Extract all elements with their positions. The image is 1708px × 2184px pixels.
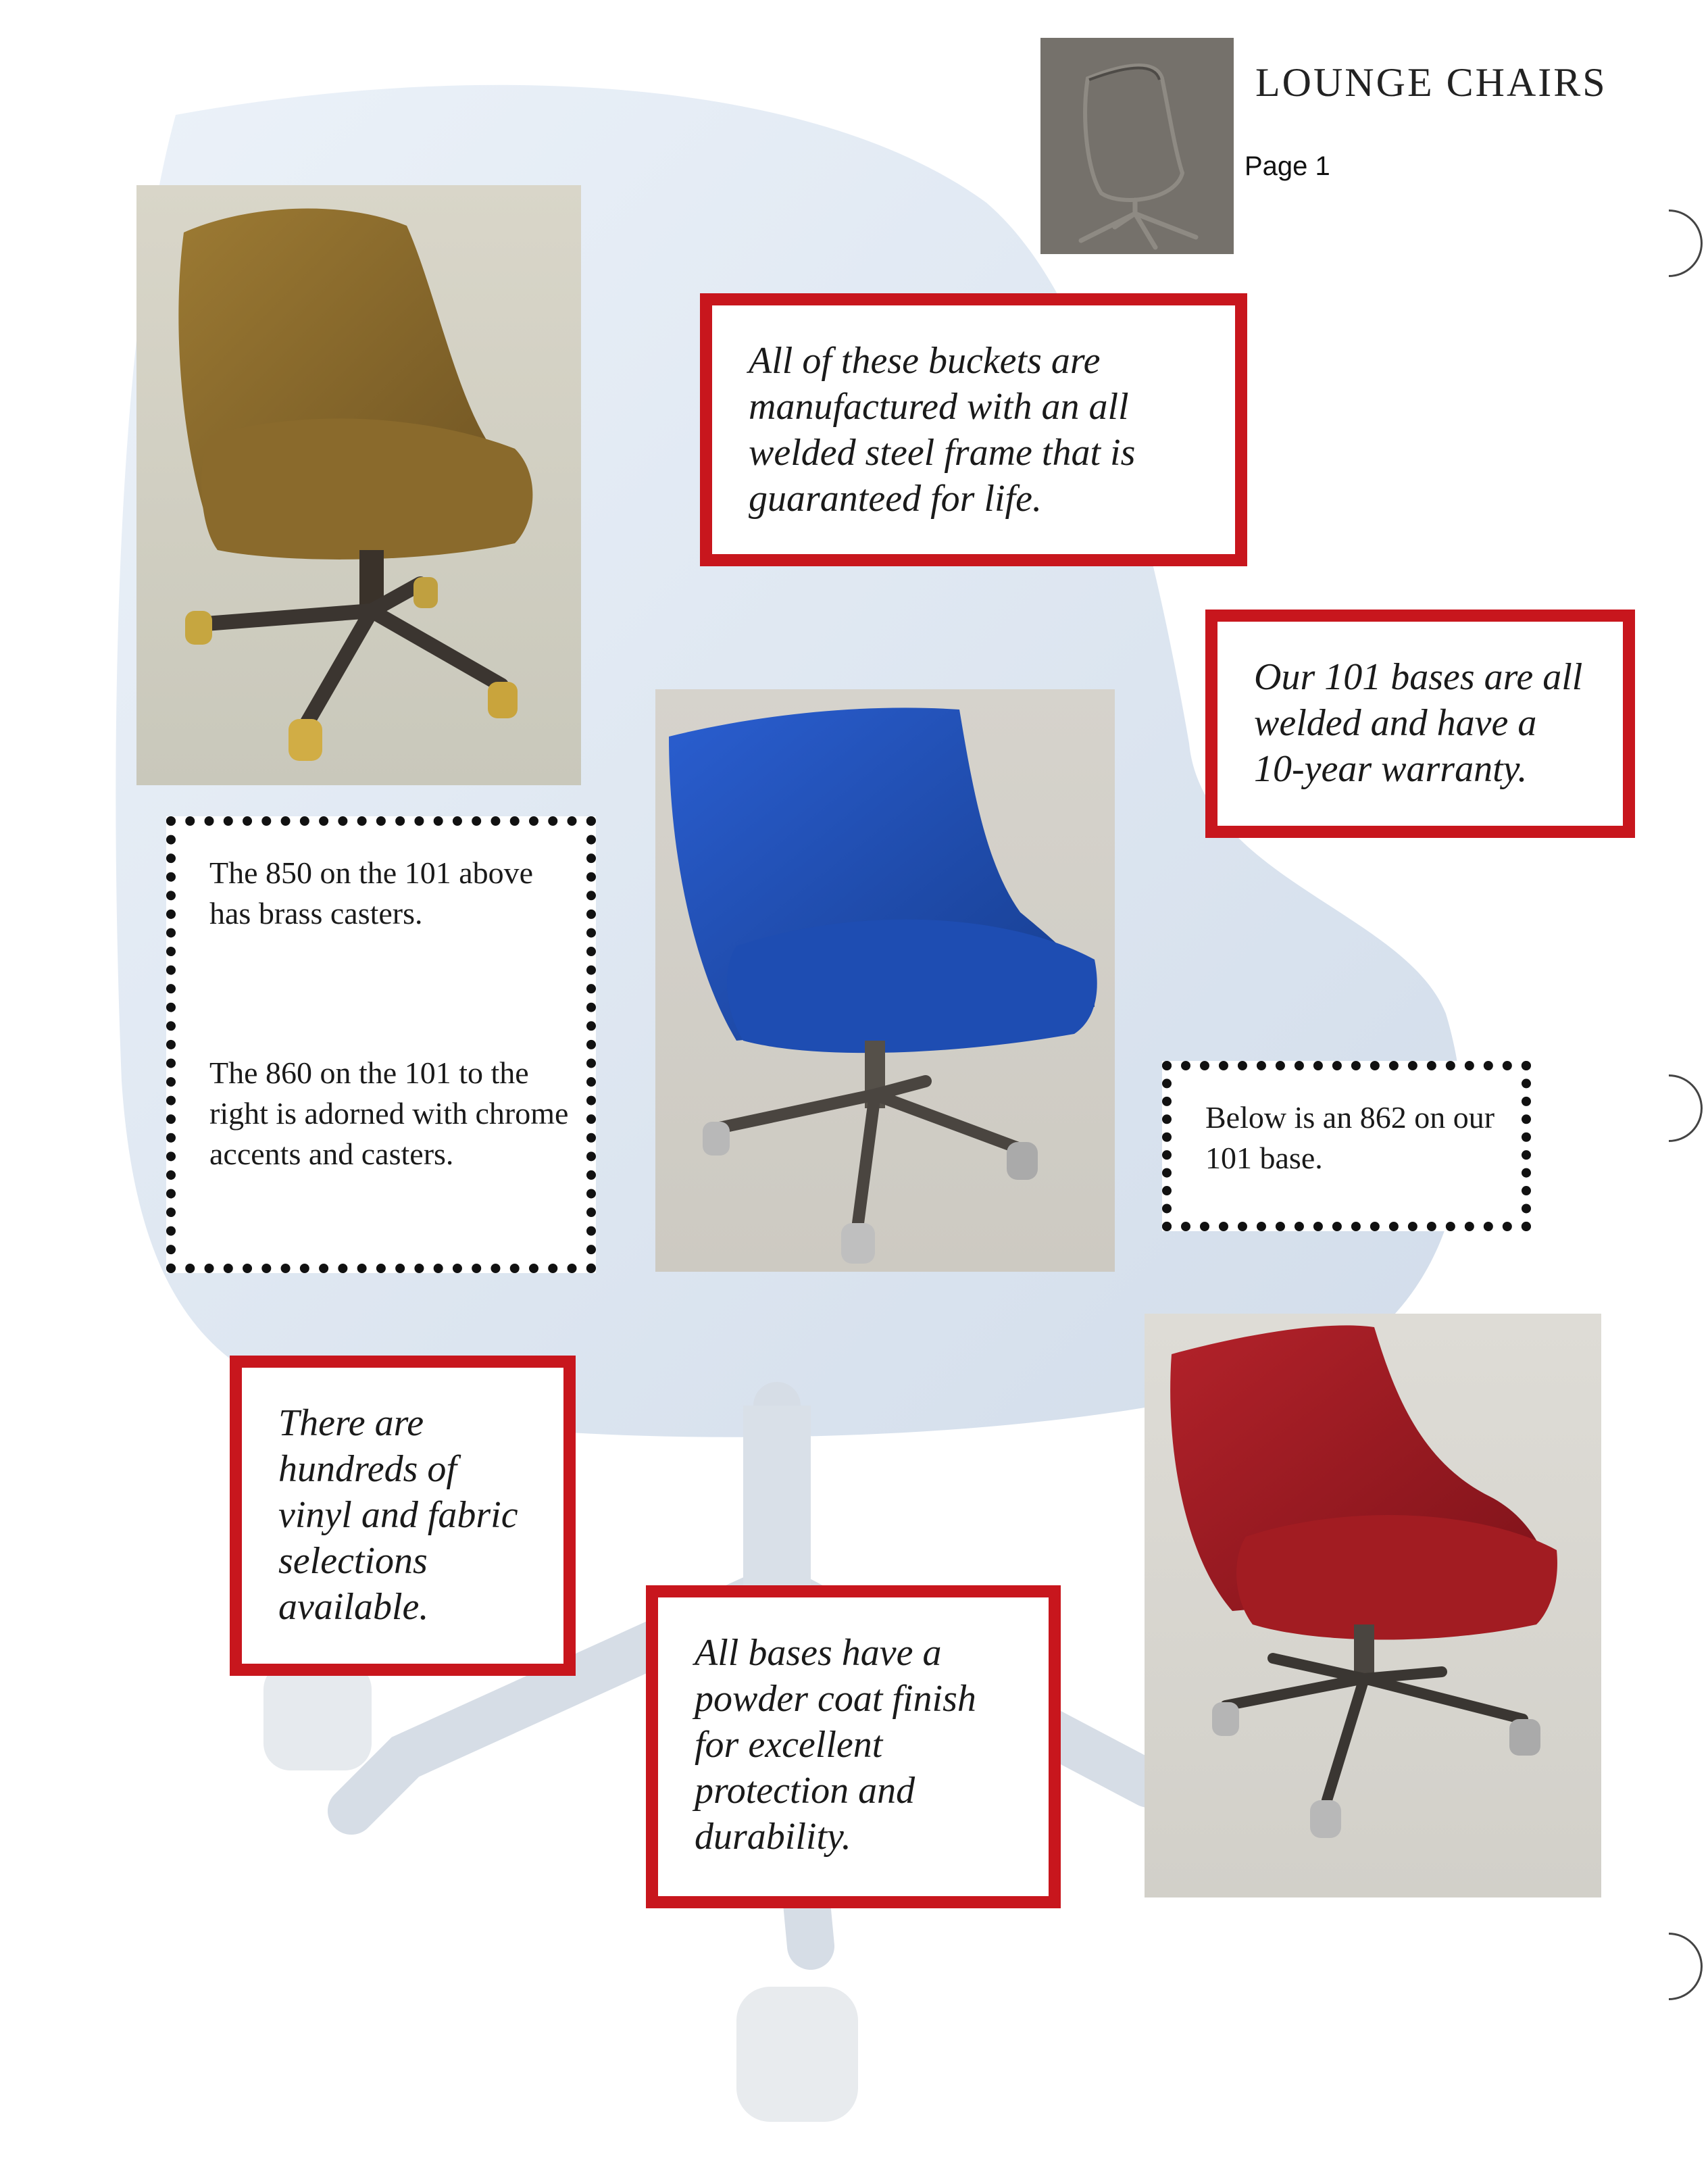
page-title: LOUNGE CHAIRS: [1255, 60, 1607, 105]
862-chair-photo: [1145, 1314, 1601, 1897]
862-caption-box: Below is an 862 on our 101 base.: [1162, 1061, 1531, 1231]
embossed-chair-icon: [1040, 38, 1234, 254]
model-captions-box: [166, 816, 596, 1273]
page-number: Page 1: [1245, 151, 1330, 181]
selections-callout: There are hundreds of vinyl and fabric selections available.: [230, 1356, 576, 1676]
850-chair-photo: [136, 185, 581, 785]
850-caption: The 850 on the 101 above has brass casters.: [209, 855, 534, 930]
powder-coat-callout: All bases have a powder coat finish for excellent protection and durability.: [646, 1585, 1061, 1908]
base-warranty-callout: Our 101 bases are all welded and have a 10-year warranty.: [1205, 610, 1635, 838]
860-chair-photo: [655, 689, 1115, 1272]
frame-guarantee-callout: All of these buckets are manufactured with an all welded steel frame that is guaranteed for life.: [700, 293, 1247, 566]
860-caption: The 860 on the 101 to the right is adorned with chrome accents and casters.: [209, 1056, 569, 1171]
